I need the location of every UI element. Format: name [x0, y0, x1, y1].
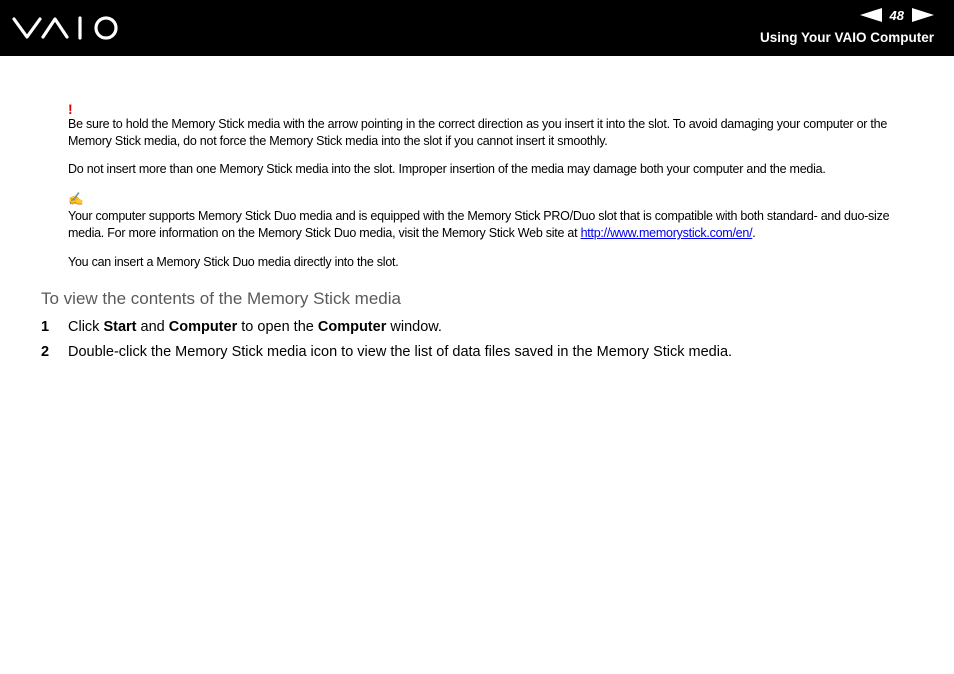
- warning-paragraph: Do not insert more than one Memory Stick media into the slot. Improper insertion of the media may damage both your computer and the media.: [68, 162, 826, 176]
- note-text: Your computer supports Memory Stick Duo media and is equipped with the Memory Stick PRO/Duo slot that is compatible with both standard- and duo-size media. For more information on the Memory Stick Duo media, visit the Memory Stick Web site at: [68, 209, 890, 240]
- step-bold-start: Start: [103, 319, 137, 335]
- step-number: 1: [41, 319, 50, 335]
- note-paragraph: [68, 208, 914, 242]
- note-paragraph: You can insert a Memory Stick Duo media directly into the slot.: [68, 255, 399, 269]
- memorystick-link[interactable]: http://www.memorystick.com/en/: [580, 226, 753, 240]
- step-item: [41, 318, 921, 343]
- warning-icon: !: [68, 101, 73, 117]
- step-text: [68, 318, 442, 336]
- page-number: 48: [889, 7, 904, 23]
- step-item: [41, 343, 921, 368]
- triangle-right-icon[interactable]: [912, 8, 934, 22]
- warning-paragraph: Be sure to hold the Memory Stick media with the arrow pointing in the correct direction as you insert it into the slot. To avoid damaging your computer or the Memory Stick media, do not force the Memory Stick media into the slot if you cannot insert it smoothly.: [68, 117, 888, 148]
- note-text-end: .: [752, 226, 756, 240]
- step-text: Double-click the Memory Stick media icon to view the list of data files saved in the Memory Stick media.: [68, 344, 733, 360]
- step-text-part: to open the: [237, 319, 318, 335]
- section-title: Using Your VAIO Computer: [759, 30, 934, 45]
- step-text-part: and: [136, 319, 169, 335]
- page-header: [0, 0, 954, 56]
- vaio-logo: [12, 14, 122, 42]
- pencil-note-icon: ✍: [68, 192, 84, 206]
- procedure-steps: [41, 318, 921, 368]
- notes-block: [68, 102, 914, 271]
- step-number: 2: [41, 344, 50, 360]
- page-navigation: [860, 7, 934, 23]
- step-text-part: window.: [386, 319, 442, 335]
- triangle-left-icon[interactable]: [860, 8, 882, 22]
- procedure-heading: To view the contents of the Memory Stick media: [41, 289, 401, 308]
- step-bold-computer-window: Computer: [317, 319, 387, 335]
- step-bold-computer: Computer: [168, 319, 238, 335]
- step-text-part: Click: [68, 319, 104, 335]
